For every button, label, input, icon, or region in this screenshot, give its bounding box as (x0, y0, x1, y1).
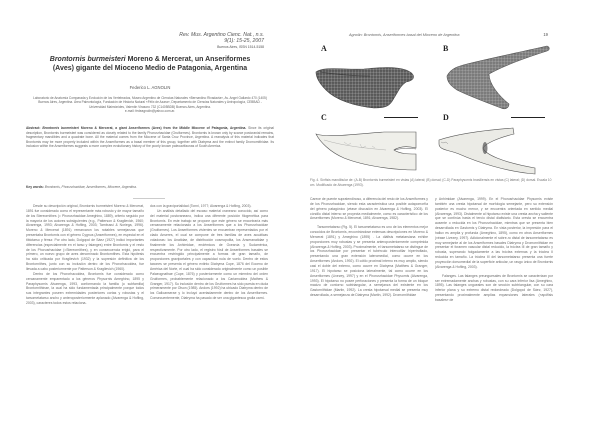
scale-bar-top-left (384, 117, 418, 118)
figure-caption: Fig. 4. Sínfisis mandibular de: (A-B) Brontornis burmeisteri en vistas (A) lateral; (B) dorsal; (C-D) Paraphysornis brasiliensis en vistas (C) lateral; (D) dorsal. Escala 10 cm. Modificado de Alvarenga (1993). (310, 178, 552, 187)
keywords-text: Brontornis, Phorusrhacidae, Anseriformes, Miocene, Argentina. (44, 185, 137, 189)
keywords-label: Key words: (26, 185, 44, 189)
paragraph: y Anhimidae (Alvarenga, 1999). En el Phorusrhacidae Physornis existe también una cresta hipotarsal de morfología semejante, pero su extensión posterior es mucho menor, y se encuentra orientada en sentido medial (Alvarenga, 1993). Distalmente al hipotarso existe una cresta ancha y saliente que se continúa hasta el tercio distal diafisiario. Esta cresta se encuentra ausente o reducida en los Phorusrhacidae, mientras que se presenta bien desarrollada en Gastornis y Diatryma. En vista posterior, la impresión para el hallux es amplia y profunda (Ameghino, 1895), como en otros Anseriformes (véase Livezey, 1997). Adicionalmente el sobre-ro distal de tarsometatarso es muy semejante al de los Anseriformes basales Diatryma y Dromornithidae en presentar el foramen vascular distal reducido, la tróclea III de gran tamaño y robusta, superando holgadamente a las tróclea externas y la tróclea II reducida en tamaño. La tróclea III del tarsometatarso presenta una fuerte proyección dorsomedial de la superficie articular, un rasgo único de Brontornis (Alvarenga & Hofling, 2003). (435, 197, 553, 269)
left-page-column-1 (26, 204, 144, 306)
figure-label-c: C (321, 113, 327, 122)
figure-d-bone-image (437, 126, 541, 176)
article-title (32, 56, 268, 73)
author-email: e-mail: fedeagnolin@yahoo.com.ar. (124, 108, 176, 113)
abstract-title-taxon: Brontornis burmeisteri (42, 126, 79, 130)
journal-volume: 9(1): 15-25, 2007 (224, 38, 264, 44)
abstract (26, 126, 274, 149)
author: Federico L. AGNOLIN (129, 85, 171, 90)
affiliation-block (30, 96, 270, 113)
affiliation: Laboratorio de Anatomía Comparada y Evolución de los Vertebrados, Museo Argentino de Ciencias Naturales «Bernardino Rivadavia», Av. Angel Gallardo 470 (1405) Buenos Aires, Argentina. Área Paleontología, Fundación de Historia Natural «Félix de Azara», Departamento de Ciencias Naturales y Antropología, CEBBAD - Universidad Maimónides, Valentín Virasoro 732 (C1405BDB) Buenos Aires, Argentina. (33, 96, 267, 109)
title-line2: (Aves) gigante del Mioceno Medio de Patagonia, Argentina (52, 64, 248, 72)
abstract-text: Since its original description, Brontornis burmeisteri was considered as closely related to the family Phorusrhacidae (Gruiformes). Brontornis is known only by scarce postcranial remains, fragmentary mandibles and a quadrate bone. All the material comes from the Miocene of Santa Cruz Province, Argentina. A reanalysis of this material indicates that Brontornis may be more properly included within the Anseriformes as a basal member of this group, together with Diatryma and the extinct family Dromornithidae. Its inclusion within the Anseriformes suggests a more complex evolutionary history of the poorly known paleoavifaunas of South America. (26, 126, 275, 148)
paragraph: Desde su descripción original, Brontornis burmeisteri Moreno & Mercerat, 1891 fue considerado como el representante más robusto y de mayor tamaño de los Stereornithes (= Phorusrhacidae Ameghino, 1889), criterio seguido por la mayoría de los autores subsiguientes (e.g., Patterson & Kraglievich, 1960; Alvarenga, 1993; Alvarenga & Hofling, 2003; Tambussi & Noriega, 1996). Moreno & Mercerat (1891) remarcaron los notables semejanzas que presentaba Brontornis con el género Cygnus (Anseriformes), en especial en el tibiotarso y fémur. Por otro lado, Dolgopol de Sáez (1927) indicó importantes diferencias (especialmente en el tarso y falanges) entre Brontornis y el resto de los Phorusrhacidae (=Stereornithes), y en consecuencia erigió, para el primero, un nuevo grupo de aves denominado Brontornithes. Esta hipótesis ha sido criticada por Kraglievich (1932) y la supresión definitiva de los Brontornithes, junto con su inclusión dentro de los Phororhacoidea, fue llevada a cabo posteriormente por Patterson & Kraglievich (1960). (26, 204, 144, 271)
right-page-column-2 (435, 197, 553, 303)
keywords (26, 185, 137, 189)
title-taxon: Brontornis burmeisteri (49, 56, 126, 63)
figure-label-d: D (443, 113, 449, 122)
section-divider (133, 198, 165, 199)
figure-label-b: B (443, 44, 449, 53)
paragraph: Dentro de los Phororhacoidea, Brontornis fue considerado como cercanamente emparentado a los géneros Physornis Ameghino, 1895 y Paraphysornis Alvarenga, 1993, conformando la familia (o subfamilia) Brontornithinae, la cual ha sido fundamentada principalmente porque todos sus integrantes poseen extremidades posteriores cortas y robustas y el tarsometatarso ancho y anteroposteriormente aplanado (Alvarenga & Hofling, 2003), caracteres todos estos relaciona- (26, 271, 144, 305)
right-page-column-1 (310, 197, 428, 298)
paragraph: Tarsometatarso (Fig. 5). El tarsometatarso es uno de los elementos mejor conocidos de Brontornis, encontrándose extensas descripciones en Moreno & Mercerat (1891) y Ameghino (1895) . La diáfisis metatarsiana exhibe proporciones muy robustas y se presenta anteroposteriormente comprimida (Alvarenga & Hofling, 2003). Proximalmente, el tarsometatarso se distingue de los Phorusrhacidae por presentar el tubérculo intercotilar hipertrofiado, presentando una gran extensión lateromedial, como ocurre en los Anseriformes (Andors, 1992). El cótilo proximal interno es muy amplio, siendo casi el doble del externo, como ocurre en Diatryma (Matthew & Granger, 1917). El hipotarso se posiciona lateralmente, tal como ocurre en los Anseriformes (Livezey, 1997) y en el Phorusrhacidae Physornis (Alvarenga, 1993). El hipotarso no posee perforaciones y presenta la forma de un bloque macizo de contorno subtriangular, a semejanza del existente en los Gastornithidae (Martin, 1992). La cresta hipotarsal medial se presenta muy desarrollada, a semejanza de Diatryma (Martin, 1992). Dromornithidae (310, 225, 428, 298)
figure-label-a: A (321, 44, 327, 53)
figure-c-bone-image (314, 128, 418, 172)
page-number: 19 (543, 32, 548, 37)
right-page (300, 0, 600, 434)
journal-issn: Buenos Aires, ISSN 1514-5158 (217, 45, 264, 49)
journal-name: Rev. Mus. Argentino Cienc. Nat., n.s. (179, 32, 264, 38)
left-page-column-2 (150, 204, 268, 301)
figure-a-bone-image (314, 64, 420, 112)
figure-b-bone-image (445, 44, 551, 112)
abstract-heading: Abstract: (26, 126, 41, 130)
paragraph: Carece de puente supratendinoso, a diferencia del resto de los Anseriformes y de los Phorusrhacidae, siendo esta característica una posible autapomorfía del género patagónico (véase discusión en Alvarenga & Hofling, 2003). El cóndilo distal interno se proyecta medialmente, como es característico de los Anseriformes (Moreno & Mercerat, 1891; Alvarenga, 1982). (310, 197, 428, 221)
title-line1-rest: Moreno & Mercerat, un Anseriformes (125, 56, 251, 63)
abstract-title: Moreno & Mercerat, a giant Anseriformes (Aves) from the Middle Miocene of Patagonia, Argentina. (78, 126, 247, 130)
paragraph: Falanges. Las falanges preunguesales de Brontornis se caracterizan por ser extremadamente anchas y robustas, con su cara inferior lisa (Ameghino, 1895). Las falanges ungueales son de sección subtriangular, con su cara inferior plana y su extremo distal redondeado (Dolgopol de Sáez, 1927), presentando proximalmente amplias expansiones laterales («apófisis basales» de (435, 273, 553, 302)
paragraph: Un análisis detallado del escaso material craneano conocido, así como del material postcraneano, indica una diferente posición filogenética para Brontornis. En este trabajo se propone que este género se encontraría más cercanamente relacionado a los Anseriformes que a los Phorusrhacidae (Gruiformes). Los Anseriformes vivientes se encuentran representados por el clado Anseres, el cual se compone de tres familias de aves acuáticas voladoras: los Anatidae, de distribución cosmopolita, los Anseranatidae y finalmente los Anhimidae, endémicos de Oceanía y Sudamérica, respectivamente. Por otro lado, el registro fósil de Anseriformes basales se encuentra restringido principalmente a formas de gran tamaño, de proporciones graviportales y con capacidad nula de vuelo. Dentro de estos taxones se presenta el género extinto Diatryma Cope, 1876 del Eoceno de América del Norte, el cual ha sido considerado originalmente como un posible Palaeognathae (Cope, 1876) y posteriormente como un miembro del orden Gruiformes, probablemente relacionado a los Cariamoidea (Mathew & Granger, 1917). Su inclusión dentro de los Gruiformes ha sido puesta en duda primeramente por Olson (1985). Andors (1992) ha ubicado Diatryma dentro de los Galloanserae y lo incluyó acertadamente dentro de los Anseriformes. Consecuentemente, Diatryma ha pasado de ser una gigantesca grulla carni- (150, 208, 268, 301)
paragraph: dos con la graviportalidad (Tonni, 1977; Alvarenga & Hofling, 2003). (150, 204, 252, 208)
scale-bar-top-right (511, 117, 545, 118)
running-head: Agnolin: Brontornis, Anseriformes basal del Mioceno de Argentina (349, 33, 460, 37)
journal-header (104, 32, 264, 50)
